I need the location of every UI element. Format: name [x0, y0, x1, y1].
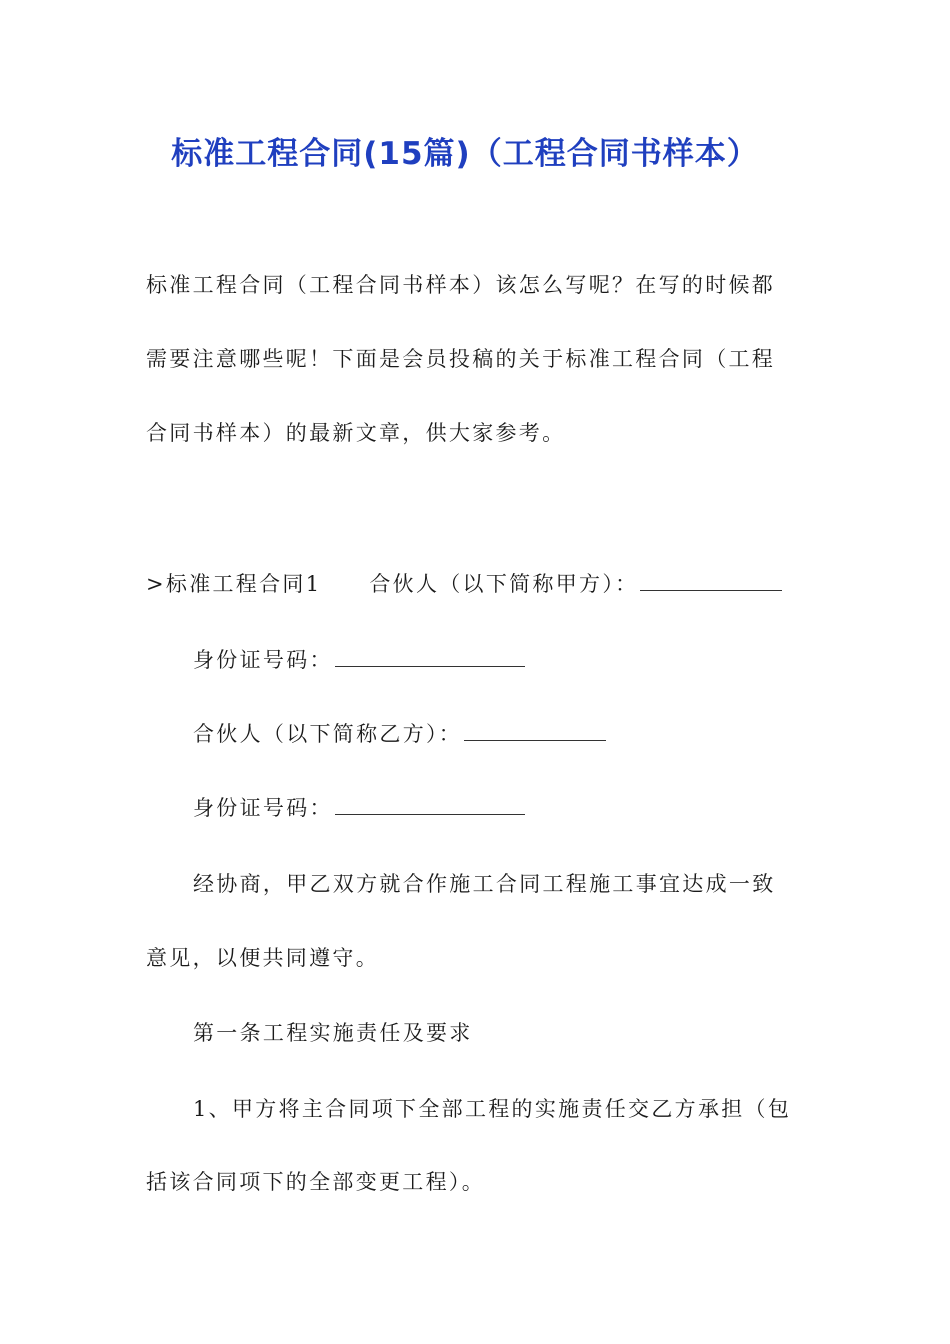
id-a-label: 身份证号码： [193, 648, 333, 672]
partner-b-label: 合伙人（以下简称乙方）： [193, 722, 463, 746]
paragraph-1-line-1: 经协商，甲乙双方就合作施工合同工程施工事宜达成一致 [193, 872, 776, 896]
id-b-row [193, 793, 525, 823]
section-heading: >标准工程合同1 [146, 572, 322, 596]
id-b-blank [335, 796, 525, 815]
section-heading-row [146, 569, 782, 599]
id-a-row [193, 645, 525, 675]
partner-a-label: 合伙人（以下简称甲方）： [369, 572, 639, 596]
id-b-label: 身份证号码： [193, 796, 333, 820]
document-title: 标准工程合同(15篇)（工程合同书样本） [171, 136, 759, 172]
partner-a-blank [640, 572, 782, 591]
partner-b-blank [464, 722, 606, 741]
partner-b-row [193, 719, 606, 749]
intro-line-3: 合同书样本）的最新文章，供大家参考。 [146, 421, 566, 445]
intro-line-1: 标准工程合同（工程合同书样本）该怎么写呢？在写的时候都 [146, 273, 776, 297]
item-1-line-2: 括该合同项下的全部变更工程）。 [146, 1170, 485, 1194]
article-1-heading: 第一条工程实施责任及要求 [193, 1021, 473, 1045]
item-1-line-1: 1、甲方将主合同项下全部工程的实施责任交乙方承担（包 [193, 1097, 792, 1121]
paragraph-1-line-2: 意见，以便共同遵守。 [146, 946, 379, 970]
id-a-blank [335, 648, 525, 667]
intro-line-2: 需要注意哪些呢！下面是会员投稿的关于标准工程合同（工程 [146, 347, 776, 371]
